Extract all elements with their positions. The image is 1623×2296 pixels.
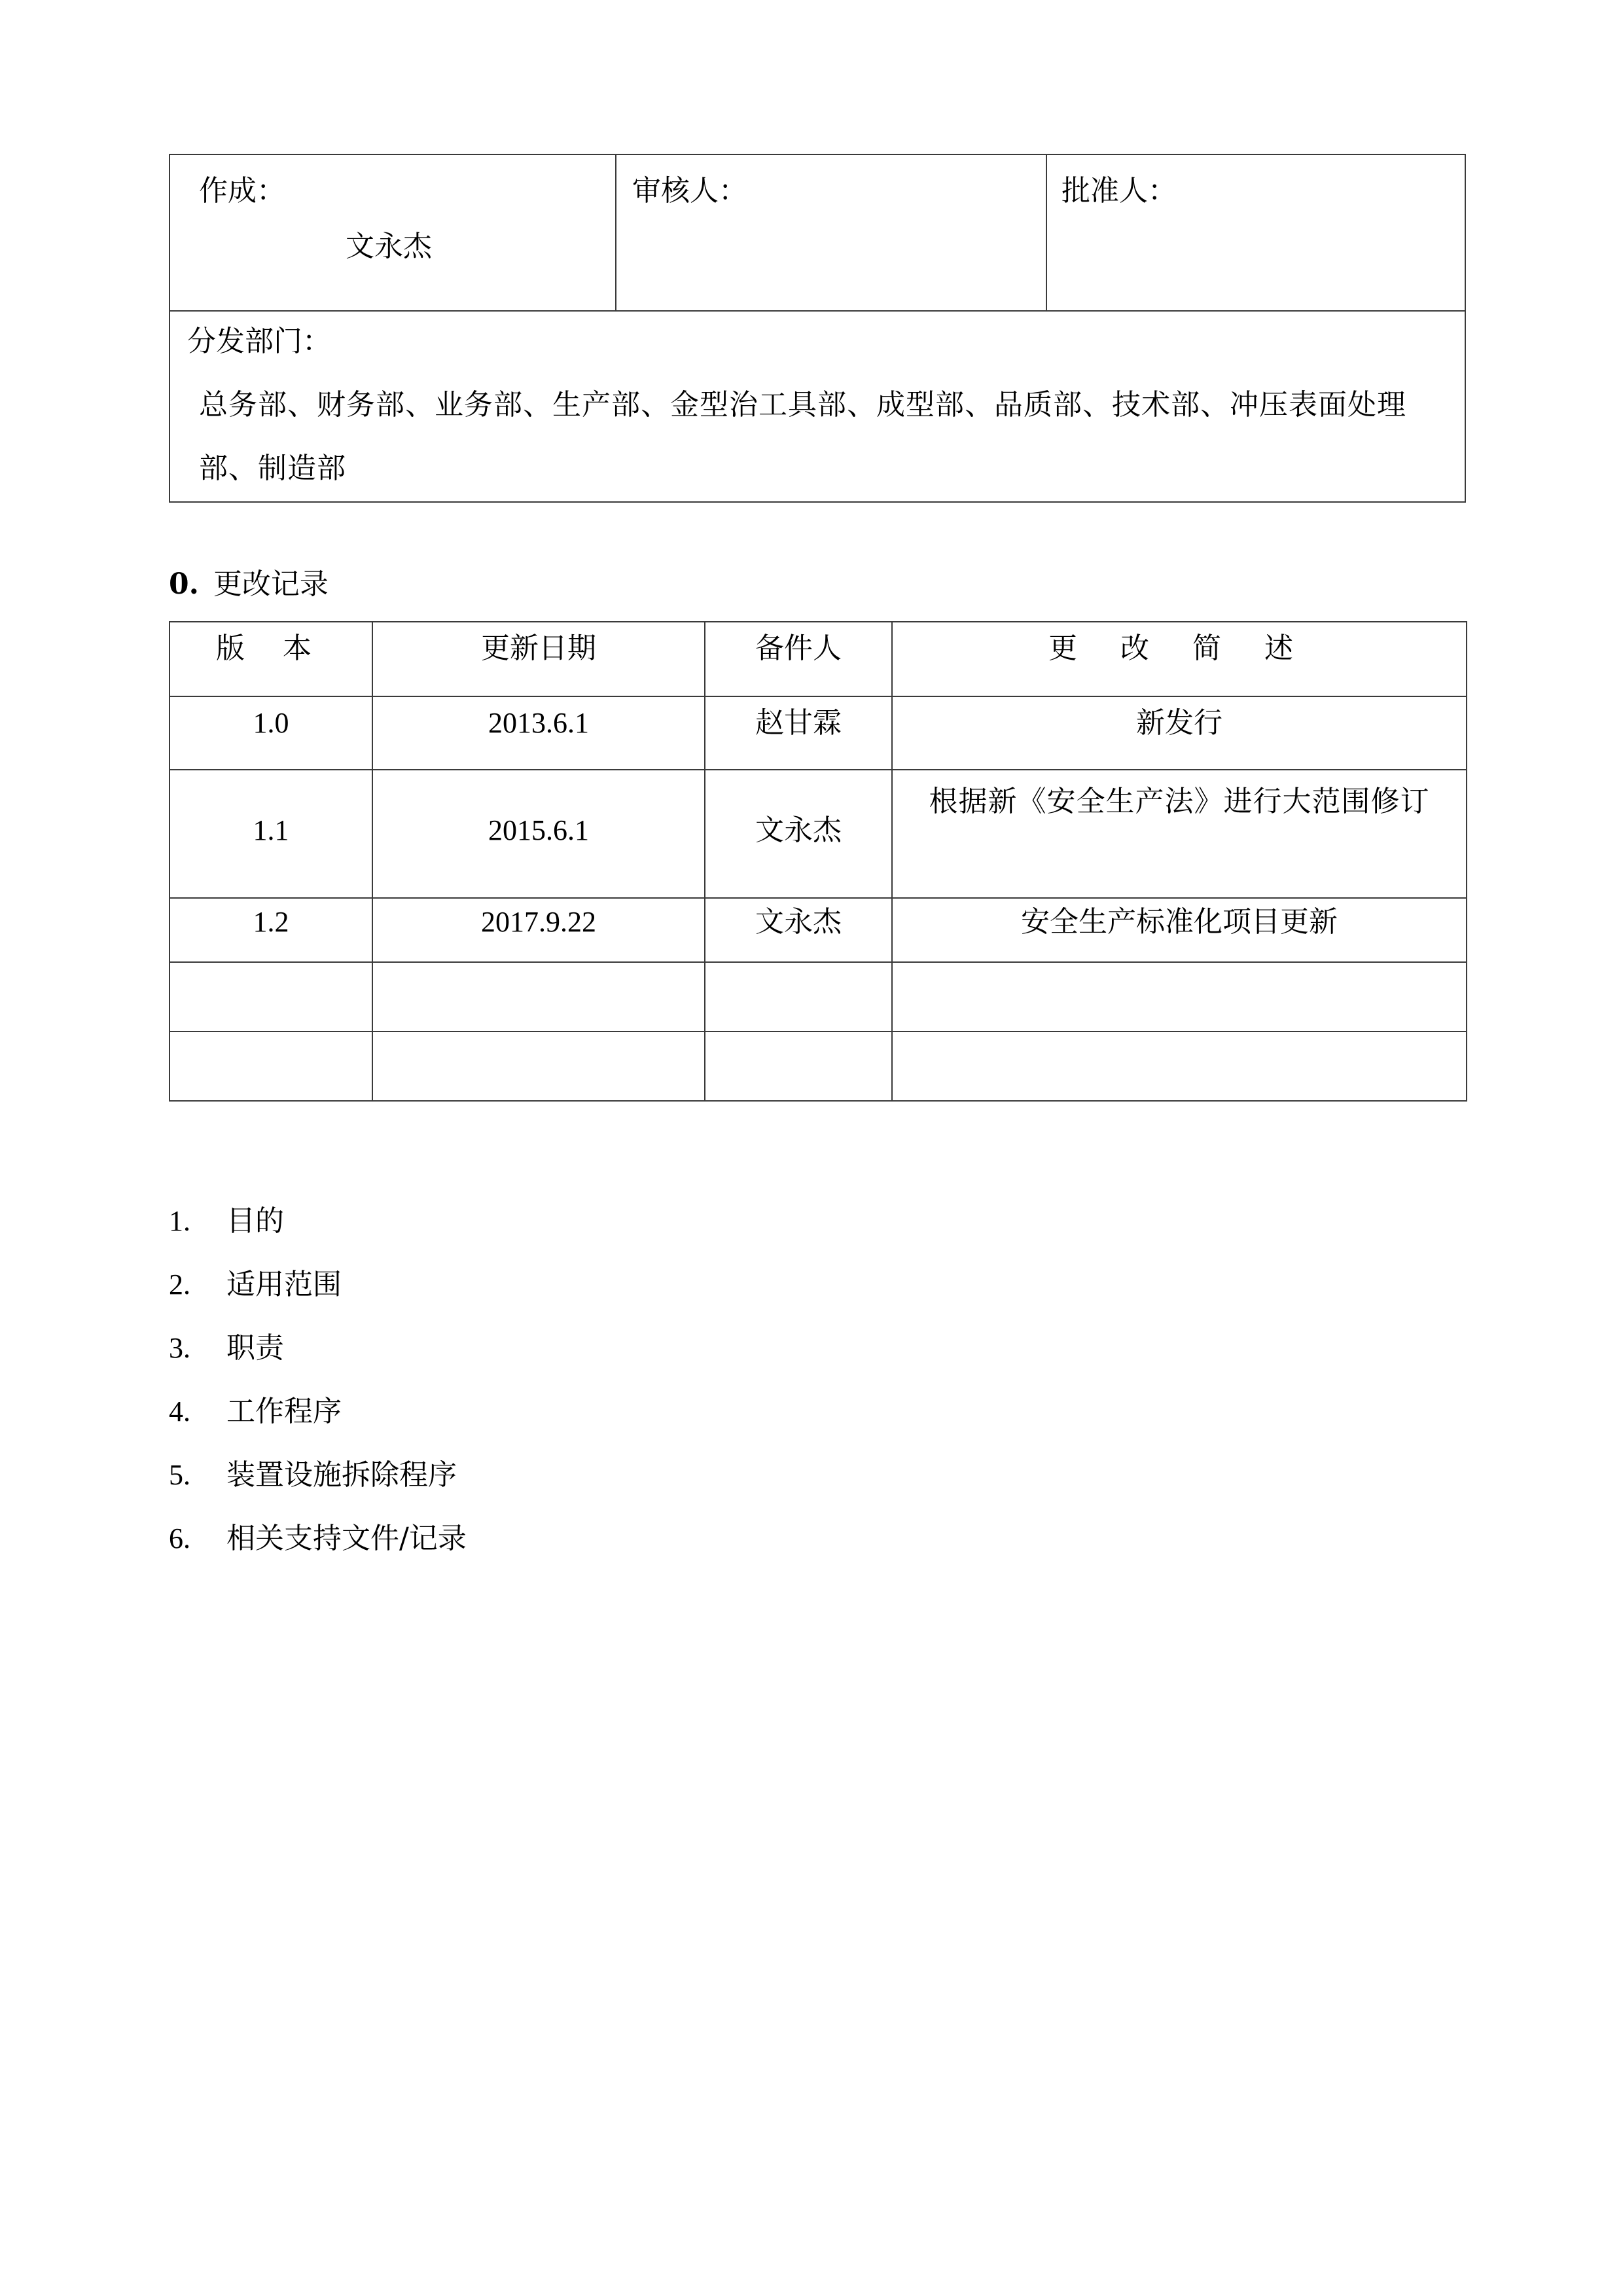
toc-item — [169, 1518, 467, 1582]
toc-item — [169, 1455, 467, 1518]
cell-date: 2013.6.1 — [372, 696, 705, 770]
change-record-heading — [169, 560, 329, 602]
change-record-table — [169, 621, 1467, 1102]
toc-item — [169, 1265, 467, 1328]
toc-number: 4. — [169, 1395, 190, 1427]
section-title: 更改记录 — [213, 567, 329, 601]
header-date: 更新日期 — [372, 622, 705, 696]
empty-cell — [169, 1031, 372, 1101]
cell-date: 2015.6.1 — [372, 770, 705, 898]
cell-person: 文永杰 — [705, 898, 892, 962]
header-version: 版 本 — [169, 622, 372, 696]
toc-number: 2. — [169, 1268, 190, 1300]
empty-cell — [372, 1031, 705, 1101]
toc-title: 职责 — [226, 1331, 284, 1365]
table-header-row — [169, 622, 1467, 696]
toc-title: 目的 — [226, 1204, 284, 1238]
toc-title: 相关支持文件/记录 — [226, 1522, 467, 1555]
distribution-label: 分发部门： — [187, 325, 331, 358]
empty-cell — [705, 962, 892, 1031]
empty-cell — [372, 962, 705, 1031]
table-row-empty — [169, 962, 1467, 1031]
toc-title: 装置设施拆除程序 — [226, 1458, 457, 1492]
toc-title: 工作程序 — [226, 1395, 342, 1428]
distribution-cell — [169, 311, 1465, 502]
toc-item — [169, 1391, 467, 1455]
cell-version: 1.2 — [169, 898, 372, 962]
toc-list — [169, 1201, 467, 1582]
toc-item — [169, 1328, 467, 1391]
table-row — [169, 696, 1467, 770]
table-row — [169, 898, 1467, 962]
header-summary: 更 改 简 述 — [892, 622, 1467, 696]
header-person: 备件人 — [705, 622, 892, 696]
empty-cell — [705, 1031, 892, 1101]
table-row — [169, 770, 1467, 898]
approver-cell — [1046, 154, 1465, 311]
cell-date: 2017.9.22 — [372, 898, 705, 962]
toc-item — [169, 1201, 467, 1265]
toc-number: 6. — [169, 1522, 190, 1554]
approval-table — [169, 154, 1466, 503]
cell-summary: 根据新《安全生产法》进行大范围修订 — [892, 770, 1467, 898]
cell-summary: 安全生产标准化项目更新 — [892, 898, 1467, 962]
toc-number: 3. — [169, 1332, 190, 1364]
prepared-value: 文永杰 — [346, 230, 432, 263]
table-row-empty — [169, 1031, 1467, 1101]
section-number: 0. — [169, 567, 199, 601]
prepared-label: 作成： — [199, 174, 285, 207]
cell-person: 文永杰 — [705, 770, 892, 898]
cell-summary: 新发行 — [892, 696, 1467, 770]
cell-version: 1.1 — [169, 770, 372, 898]
empty-cell — [892, 962, 1467, 1031]
prepared-cell — [169, 154, 616, 311]
empty-cell — [169, 962, 372, 1031]
toc-number: 1. — [169, 1205, 190, 1237]
reviewer-label: 审核人： — [632, 174, 747, 207]
toc-title: 适用范围 — [226, 1268, 342, 1301]
distribution-text: 总务部、财务部、业务部、生产部、金型治工具部、成型部、品质部、技术部、冲压表面处理部、制造部 — [199, 388, 1406, 485]
toc-number: 5. — [169, 1459, 190, 1491]
cell-version: 1.0 — [169, 696, 372, 770]
cell-person: 赵甘霖 — [705, 696, 892, 770]
empty-cell — [892, 1031, 1467, 1101]
reviewer-cell — [616, 154, 1046, 311]
approver-label: 批准人： — [1061, 174, 1177, 207]
